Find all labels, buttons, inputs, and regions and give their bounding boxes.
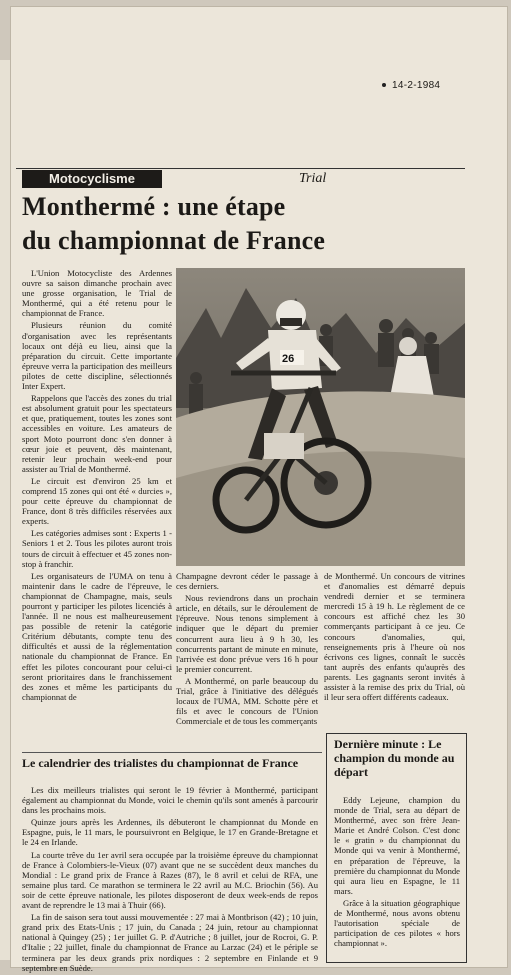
headline-line-2: du championnat de France — [22, 226, 326, 255]
paragraph: La fin de saison sera tout aussi mouvementée : 27 mai à Montbrison (42) ; 10 juin, grand prix des Etats-Unis ; 17 juin, du Canada ; 24 juin, retour au championnat national à Quingey (25) ; 1er juillet G. P. d'Autriche ; 8 juillet, jour de Rocroi, G. P. d'Italie ; 22 juillet, finale du championnat de France au Larzac (24) et le périple se terminera par les deux grands prix nordiques : 2 septembre en Finlande et 9 septembre en Suède. — [22, 912, 318, 973]
paragraph: Nous reviendrons dans un prochain article, en détails, sur le déroulement de l'épreuve. Nous tenons simplement à indiquer que le départ du premier concurrent aura lieu à 9 h 30, les concurrents partant de minute en minute, l'arrivée est donc prévue vers 16 h pour le premier concurrent. — [176, 593, 318, 674]
paragraph: Le circuit est d'environ 25 km et comprend 15 zones qui ont été « durcies », pour cette épreuve du championnat de France, dont 8 très difficiles réservées aux experts. — [22, 475, 172, 527]
calendar-article — [22, 785, 318, 975]
section-badge: Motocyclisme — [22, 170, 162, 188]
article-column-2 — [176, 571, 318, 728]
paragraph: La courte trêve du 1er avril sera occupée par la troisième épreuve du championnat de France à Colombiers-le-Vieux (07) avant que ne se succèdent deux manches du Mondial : Le grand prix de France à Razes (87), le 8 avril et celui de RFA, une semaine plus tard. Ce marathon se terminera le 22 avril au M.C. Briochin (56). Au soir de cette épreuve nationale, les pilotes disposeront de deux week-ends de repos avant de reprendre le 13 mai à Thuir (66). — [22, 849, 318, 911]
paragraph: Les organisateurs de l'UMA on tenu à maintenir dans le cadre de l'épreuve, le championnat de Champagne, mais, seuls pourront y participer les pilotes licenciés à l'année. Il ne nous est malheureusement pas possible de retenir la catégorie Critérium débutants, compte tenu des difficultés et aussi de la réglementation nationale du championnat de France. En effet les pilotes concourant pour celui-ci seront prioritaires dans le franchissement des zones et même les participants du championnat de — [22, 570, 172, 702]
paragraph: Eddy Lejeune, champion du monde de Trial, sera au départ de Monthermé, avec son frère Jean-Marie et André Colson. C'est donc le « gratin » du championnat du Monde qui va venir à Monthermé, en préparation de l'épreuve, la première du championnat du Monde qui aura lieu en Espagne, le 11 mars. — [334, 795, 460, 896]
last-minute-title: Dernière minute : Le champion du monde au départ — [334, 737, 455, 779]
date-text: 14-2-1984 — [392, 80, 441, 91]
paragraph: Grâce à la situation géographique de Monthermé, nous avons obtenu l'autorisation spéciale de participation de ces pilotes « hors championnat ». — [334, 897, 460, 949]
article-column-3 — [324, 571, 465, 704]
paragraph: Rappelons que l'accès des zones du trial est absolument gratuit pour les spectateurs et que, pratiquement, toutes les zones sont accessibles en voiture. Les amateurs de sport Moto pourront donc s'en donner à cœur joie et peuvent, dès maintenant, retenir leur prochain week-end pour assister au Trial de Monthermé. — [22, 393, 172, 474]
rubric-label: Trial — [299, 171, 327, 186]
article-column-1 — [22, 268, 172, 704]
headline-line-1: Monthermé : une étape — [22, 192, 286, 221]
paragraph: Plusieurs réunion du comité d'organisation avec les représentants locaux ont déjà eu lieu, ainsi que la préparation du circuit. Cette importante épreuve verra la participation des meilleurs pilotes de cette discipline, sélectionnés Inter Expert. — [22, 320, 172, 392]
publication-date — [382, 80, 440, 91]
bib-number: 26 — [282, 353, 295, 365]
paragraph: de Monthermé. Un concours de vitrines et d'anomalies est démarré depuis vendredi dernier et se terminera mercredi 15 à 19 h. Le règlement de ce concours est affiché chez les 30 commerçants participant à ce jeu. Ce concours d'anomalies, qui, renseignements pris à l'heure où nos écrivons ces lignes, connaît le succès tant auprès des enfants qu'auprès des parents. Les gagnants seront invités à assister à la remise des prix du Trial, où il leur sera offert différents cadeaux. — [324, 571, 465, 703]
paragraph: Les catégories admises sont : Experts 1 - Seniors 1 et 2. Tous les pilotes auront trois tours de circuit à effectuer et 45 zones non-stop à franchir. — [22, 528, 172, 569]
calendar-title: Le calendrier des trialistes du championnat de France — [22, 756, 299, 770]
last-minute-article — [334, 795, 460, 950]
trial-rider-photo — [176, 268, 465, 566]
headline — [22, 190, 472, 258]
paragraph: Champagne devront céder le passage à ces derniers. — [176, 571, 318, 592]
paragraph: Les dix meilleurs trialistes qui seront le 19 février à Monthermé, participant également au championnat du Monde, voici le chemin qu'ils sont amenés à parcourir dans les prochains mois. — [22, 785, 318, 816]
paragraph: L'Union Motocycliste des Ardennes ouvre sa saison dimanche prochain avec une grosse organisation, le Trial de Monthermé, qui a été retenu pour le championnat de France. — [22, 268, 172, 319]
paragraph: A Monthermé, on parle beaucoup du Trial, grâce à l'initiative des délégués locaux de l'UMA, MM. Schotte père et fils et avec le concours de l'Union Commerciale et de tous les commerçants — [176, 675, 318, 727]
section-divider — [22, 752, 322, 753]
paragraph: Quinze jours après les Ardennes, ils débuteront le championnat du Monde en Espagne, puis, le 11 mars, le poursuivront en Belgique, le 17 en Grande-Bretagne et le 24 en Irlande. — [22, 817, 318, 848]
adjacent-column-edge — [0, 60, 10, 960]
bullet-icon — [382, 83, 386, 87]
header-rule — [16, 168, 465, 169]
photo-illustration — [176, 268, 465, 566]
